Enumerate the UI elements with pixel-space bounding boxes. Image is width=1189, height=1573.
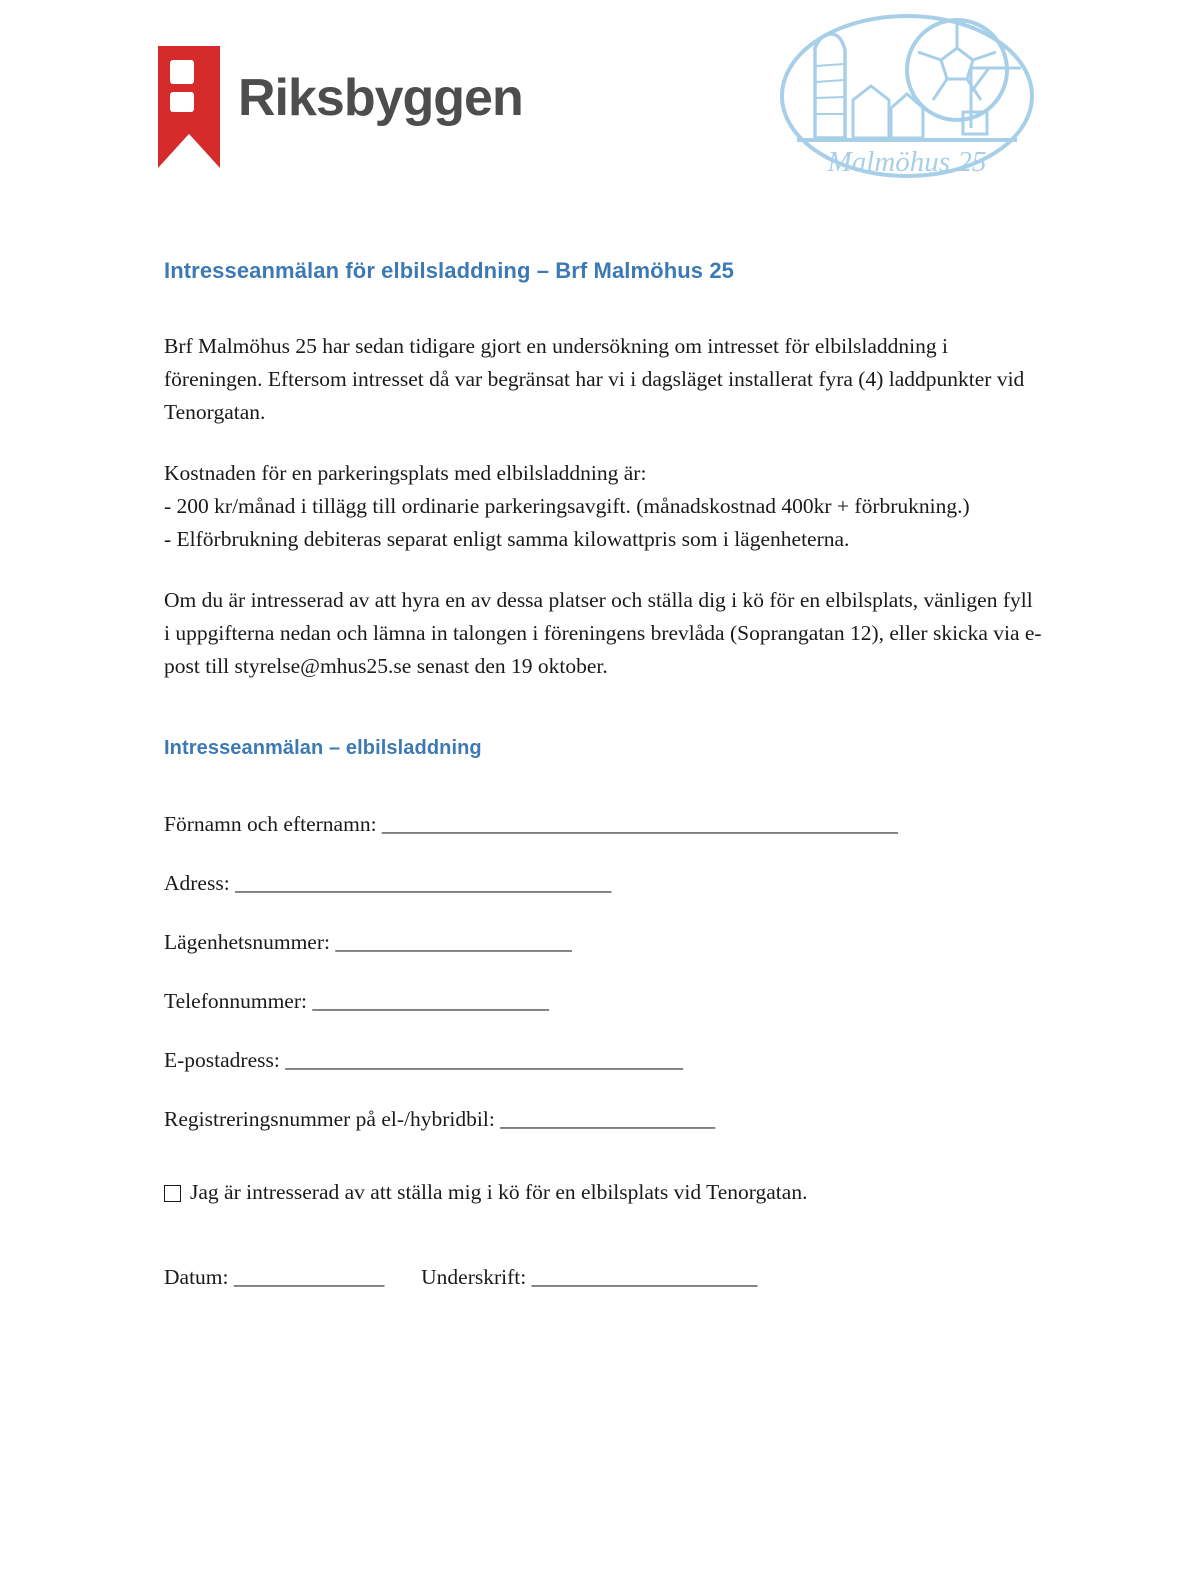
field-label-address: Adress: <box>164 871 230 895</box>
field-label-email: E-postadress: <box>164 1048 280 1072</box>
malmohus-logo <box>775 8 1040 200</box>
field-row <box>164 808 1044 841</box>
signature-label: Underskrift: <box>421 1265 527 1289</box>
field-row <box>164 926 1044 959</box>
interest-checkbox-row[interactable] <box>164 1176 1044 1209</box>
field-row <box>164 1044 1044 1077</box>
date-input[interactable]: ______________ <box>233 1265 385 1289</box>
riksbyggen-logo <box>158 46 523 168</box>
form-heading: Intresseanmälan – elbilsladdning <box>164 737 482 759</box>
svg-text:Malmöhus 25: Malmöhus 25 <box>827 146 987 178</box>
field-label-registration-number: Registreringsnummer på el-/hybridbil: <box>164 1107 495 1131</box>
field-row <box>164 985 1044 1018</box>
field-input-name[interactable]: ________________________________________________ <box>381 812 898 836</box>
field-row <box>164 1103 1044 1136</box>
field-label-apartment-number: Lägenhetsnummer: <box>164 930 330 954</box>
signature-input[interactable]: _____________________ <box>531 1265 758 1289</box>
field-label-name: Förnamn och efternamn: <box>164 812 377 836</box>
interest-paragraph: Om du är intresserad av att hyra en av dessa platser och ställa dig i kö för en elbilsplats, vänligen fyll i uppgifterna nedan och lämna in talongen i föreningens brevlåda (Soprangatan 12), eller skicka via e-post till styrelse@mhus25.se senast den 19 oktober. <box>164 588 1042 678</box>
intro-paragraph: Brf Malmöhus 25 har sedan tidigare gjort en undersökning om intresset för elbilsladdning i föreningen. Eftersom intresset då var begränsat har vi i dagsläget installerat fyra (4) laddpunkter vid Tenorgatan. <box>164 334 1025 424</box>
field-input-registration-number[interactable]: ____________________ <box>500 1107 716 1131</box>
field-input-email[interactable]: _____________________________________ <box>285 1048 683 1072</box>
cost-block <box>164 457 1044 556</box>
checkbox-icon[interactable] <box>164 1185 181 1202</box>
flag-notch-upper <box>170 60 194 84</box>
riksbyggen-mark-icon <box>158 46 220 168</box>
cost-heading: Kostnaden för en parkeringsplats med elbilsladdning är: <box>164 461 647 485</box>
document-header <box>0 0 1189 230</box>
field-input-address[interactable]: ___________________________________ <box>235 871 612 895</box>
checkbox-label: Jag är intresserad av att ställa mig i kö för en elbilsplats vid Tenorgatan. <box>190 1180 808 1204</box>
riksbyggen-wordmark: Riksbyggen <box>238 69 523 127</box>
document-body <box>164 258 1044 1294</box>
cost-line-1: - 200 kr/månad i tillägg till ordinarie parkeringsavgift. (månadskostnad 400kr + förbrukning.) <box>164 494 970 518</box>
cost-line-2: - Elförbrukning debiteras separat enligt samma kilowattpris som i lägenheterna. <box>164 527 850 551</box>
date-label: Datum: <box>164 1265 229 1289</box>
flag-notch-lower <box>170 92 194 112</box>
field-label-phone: Telefonnummer: <box>164 989 307 1013</box>
field-input-phone[interactable]: ______________________ <box>312 989 549 1013</box>
page-title: Intresseanmälan för elbilsladdning – Brf Malmöhus 25 <box>164 258 735 283</box>
field-input-apartment-number[interactable]: ______________________ <box>335 930 572 954</box>
form-fields <box>164 808 1044 1136</box>
field-row <box>164 867 1044 900</box>
signature-row <box>164 1261 1044 1294</box>
